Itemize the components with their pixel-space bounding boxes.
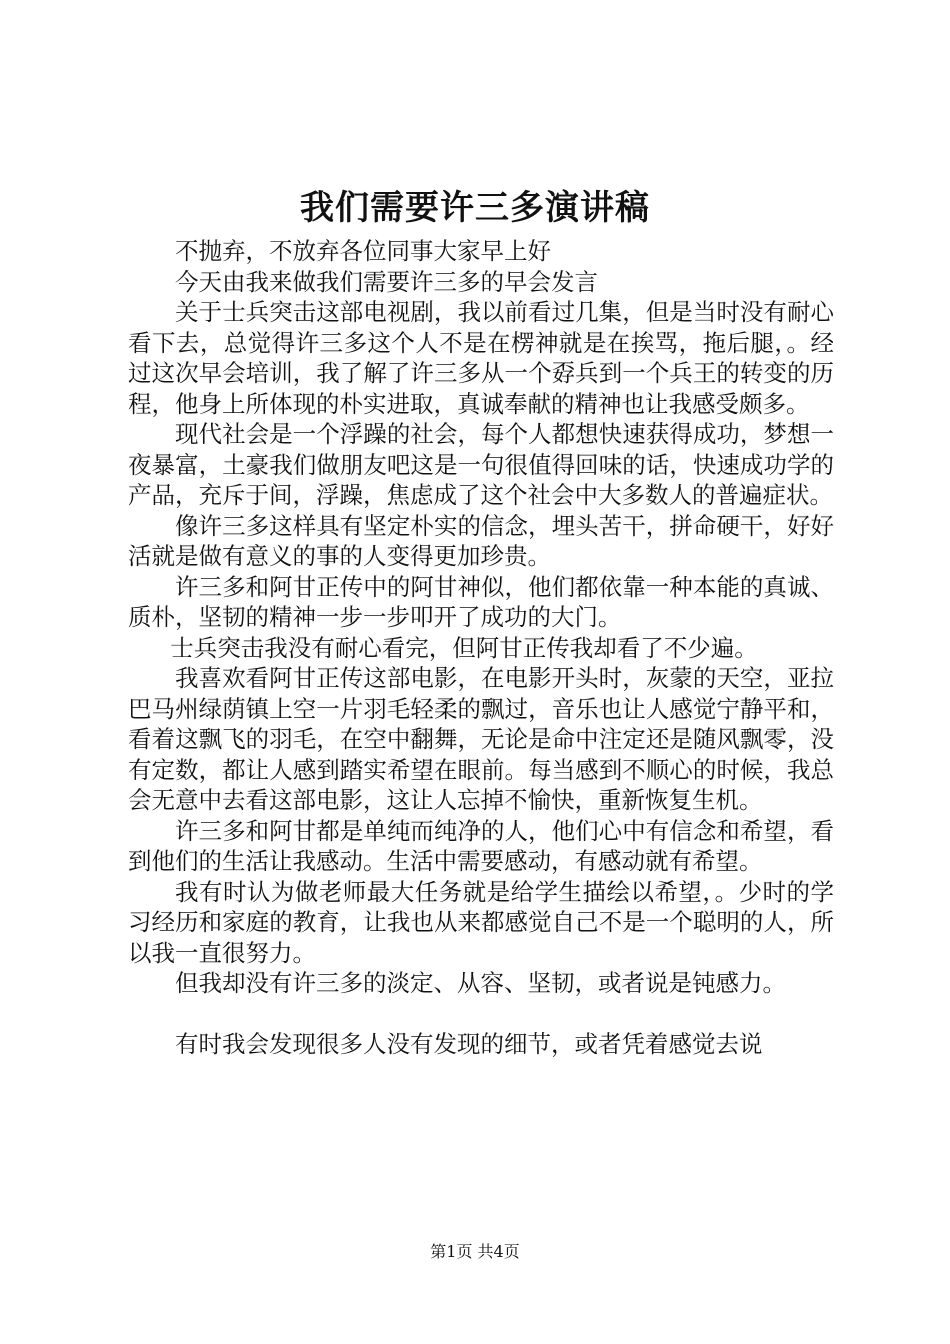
document-title: 我们需要许三多演讲稿 [300, 188, 650, 228]
paragraph: 我有时认为做老师最大任务就是给学生描绘以希望，。少时的学习经历和家庭的教育，让我也从来都感觉自己不是一个聪明的人，所以我一直很努力。 [128, 877, 834, 967]
page-footer: 第1页 共4页 [430, 1242, 520, 1261]
paragraph: 关于士兵突击这部电视剧，我以前看过几集，但是当时没有耐心看下去，总觉得许三多这个人不是在楞神就是在挨骂，拖后腿，。经过这次早会培训，我了解了许三多从一个孬兵到一个兵王的转变的历程，他身上所体现的朴实进取，真诚奉献的精神也让我感受颇多。 [128, 298, 834, 418]
paragraph: 许三多和阿甘都是单纯而纯净的人，他们心中有信念和希望，看到他们的生活让我感动。生活中需要感动，有感动就有希望。 [128, 816, 834, 875]
paragraph: 许三多和阿甘正传中的阿甘神似，他们都依靠一种本能的真诚、质朴，坚韧的精神一步一步叩开了成功的大门。 [128, 572, 834, 631]
paragraph: 现代社会是一个浮躁的社会，每个人都想快速获得成功，梦想一夜暴富，土豪我们做朋友吧这是一句很值得回味的话，快速成功学的产品，充斥于间，浮躁，焦虑成了这个社会中大多数人的普遍症状。 [128, 420, 834, 509]
paragraph: 像许三多这样具有坚定朴实的信念，埋头苦干，拼命硬干，好好活就是做有意义的事的人变得更加珍贵。 [128, 511, 834, 570]
paragraph: 我喜欢看阿甘正传这部电影，在电影开头时，灰蒙的天空，亚拉巴马州绿荫镇上空一片羽毛轻柔的飘过，音乐也让人感觉宁静平和，看着这飘飞的羽毛，在空中翻舞，无论是命中注定还是随风飘零，没有定数，都让人感到踏实希望在眼前。每当感到不顺心的时候，我总会无意中去看这部电影，这让人忘掉不愉快，重新恢复生机。 [128, 664, 834, 814]
paragraph: 士兵突击我没有耐心看完，但阿甘正传我却看了不少遍。 [170, 633, 758, 662]
paragraph: 有时我会发现很多人没有发现的细节，或者凭着感觉去说 [175, 1029, 763, 1058]
document-body [128, 236, 834, 1059]
paragraph-intro: 今天由我来做我们需要许三多的早会发言 [175, 267, 598, 296]
paragraph-greeting: 不抛弃，不放弃各位同事大家早上好 [175, 237, 551, 265]
paragraph: 但我却没有许三多的淡定、从容、坚韧，或者说是钝感力。 [175, 969, 786, 997]
